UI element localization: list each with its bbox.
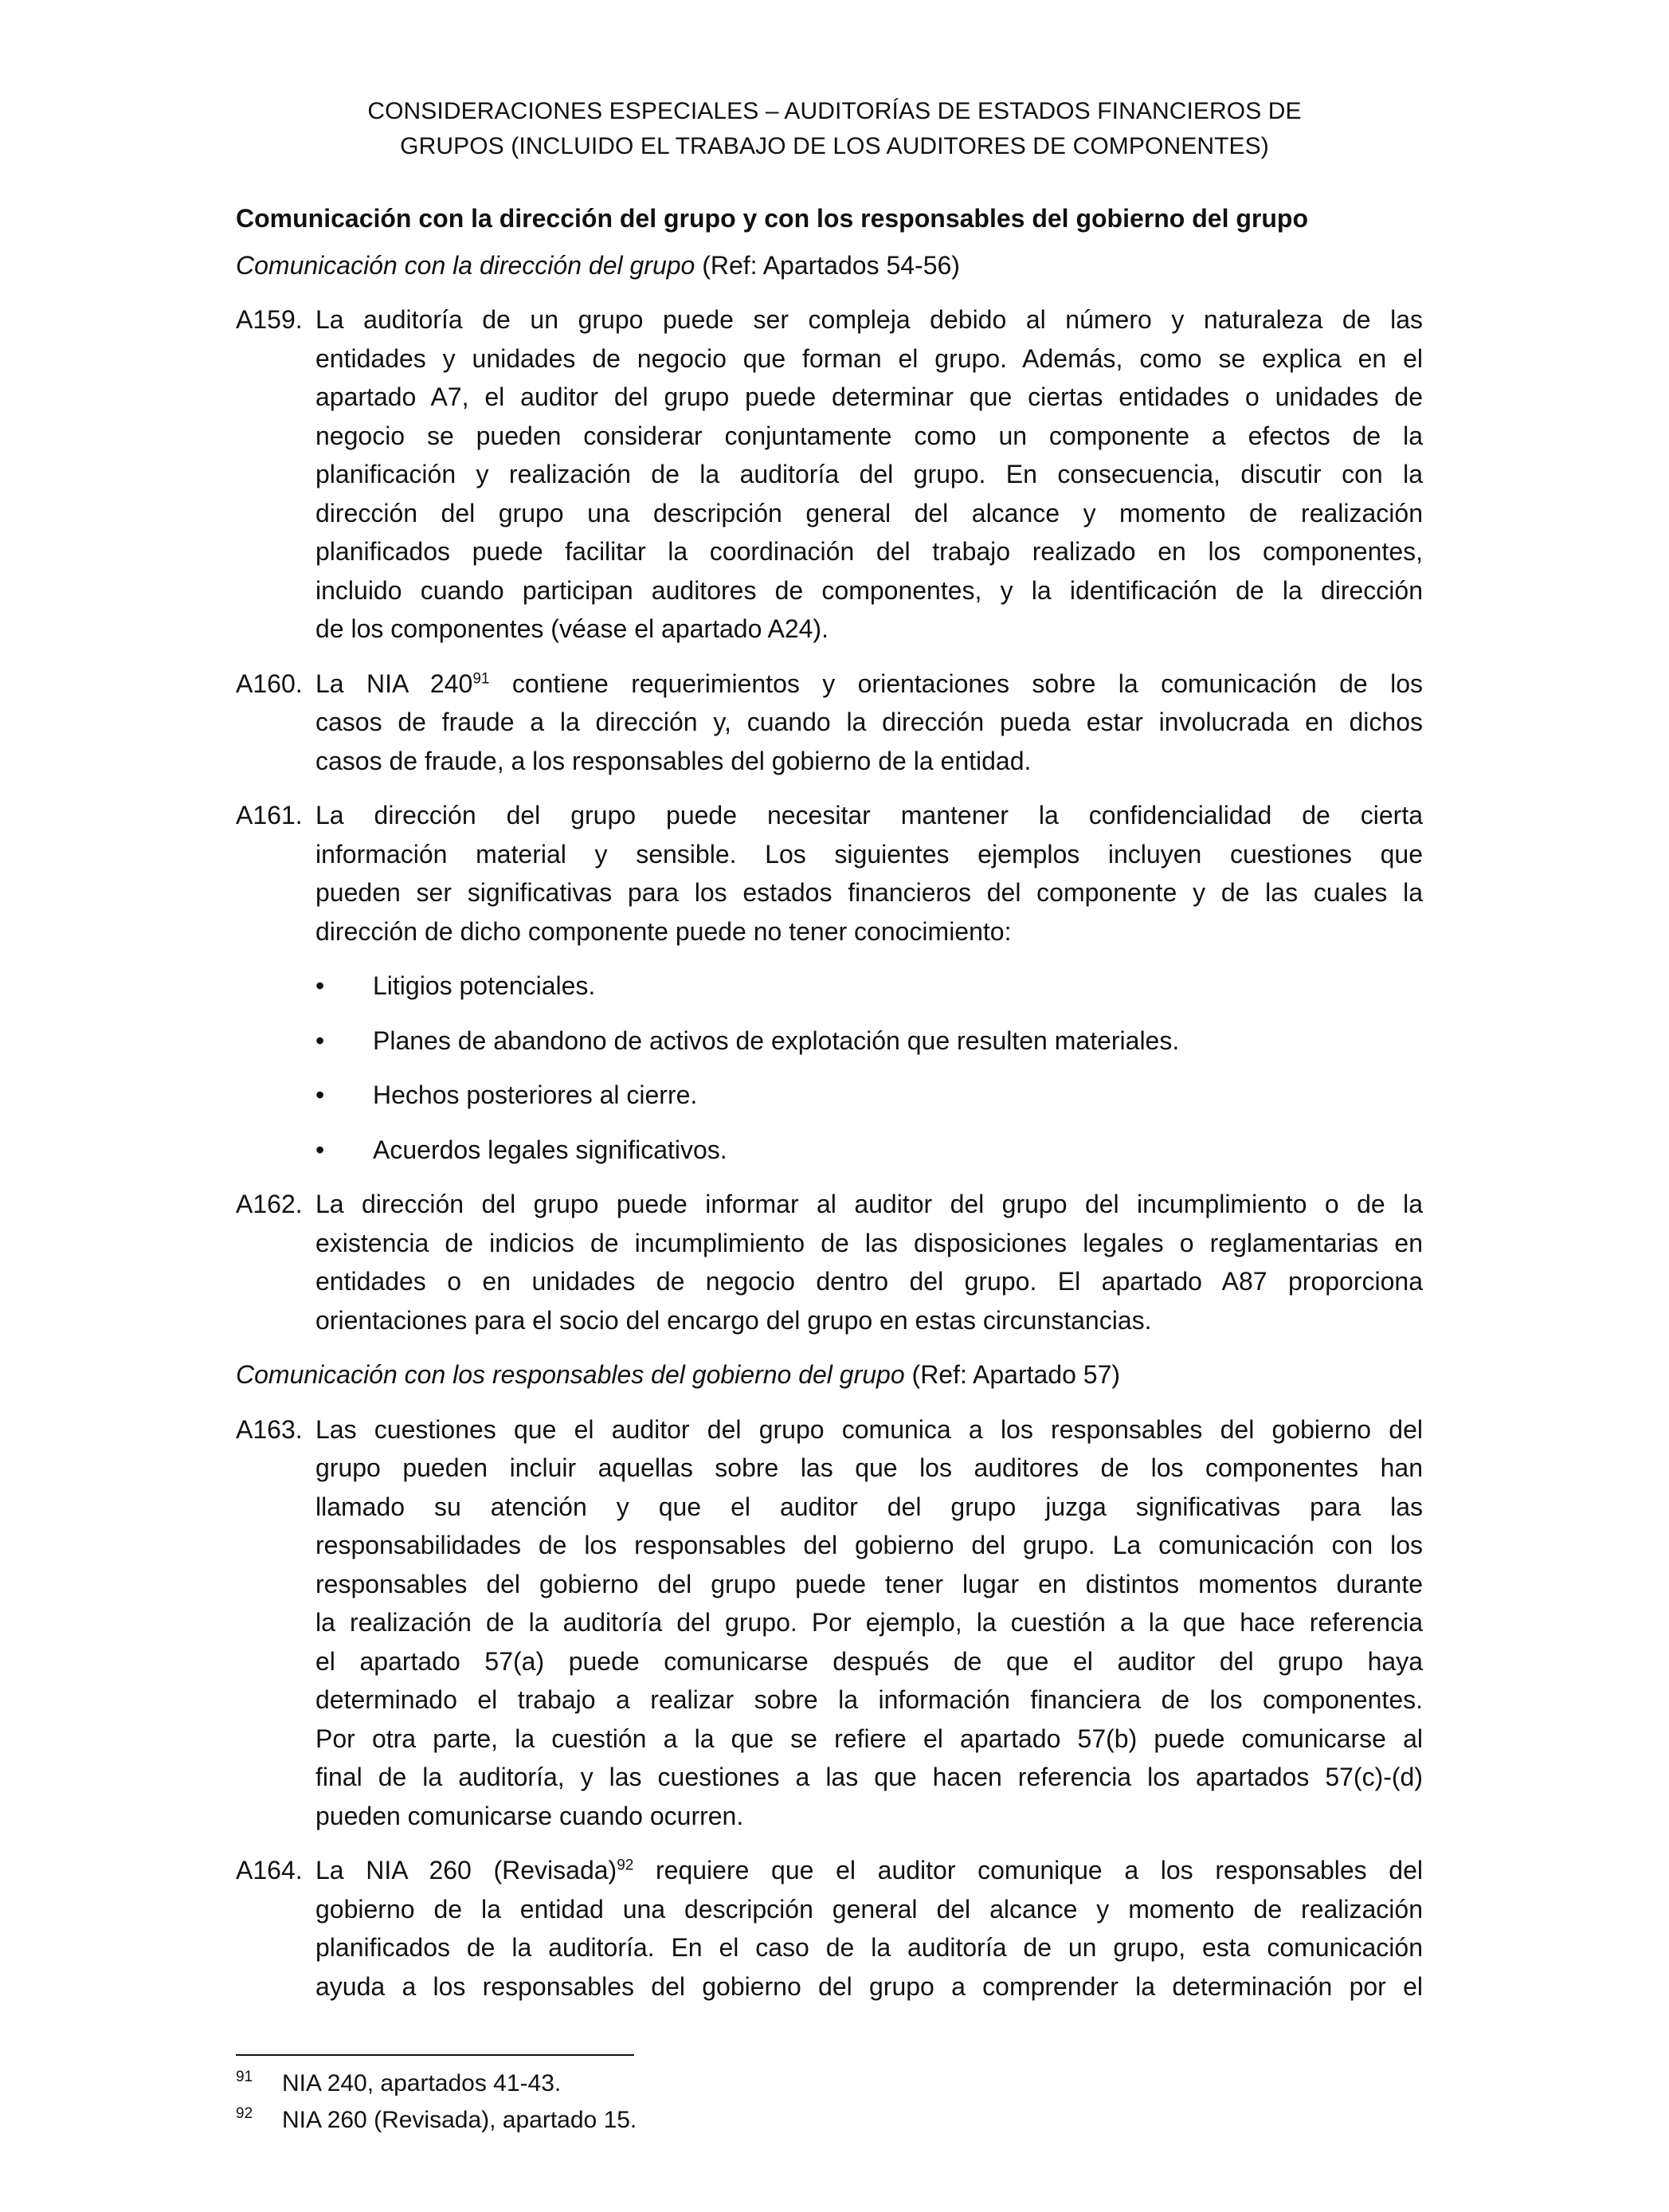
paragraph-text	[315, 1410, 1423, 1836]
subsection-ref-1: (Ref: Apartados 54-56)	[695, 250, 960, 280]
footnote-ref-91[interactable]: 91	[472, 669, 490, 687]
paragraph-a160	[236, 665, 1423, 781]
footnote-text: NIA 240, apartados 41-43.	[282, 2070, 562, 2096]
text-segment: contiene requerimientos y orientaciones sobre la comunicación de los	[489, 669, 1424, 698]
list-item-text: Planes de abandono de activos de explotación que resulten materiales.	[373, 1026, 1180, 1055]
text-line: pueden comunicarse cuando ocurren.	[315, 1801, 744, 1830]
text-line: casos de fraude, a los responsables del gobierno de la entidad.	[315, 746, 1032, 775]
footnotes	[236, 2065, 1423, 2139]
footnote-text: NIA 260 (Revisada), apartado 15.	[282, 2107, 637, 2133]
page-header	[239, 94, 1430, 164]
footnote-number: 92	[236, 2105, 253, 2122]
text-line: responsables del gobierno del grupo puede tener lugar en distintos momentos durante	[315, 1569, 1423, 1598]
page-content	[236, 199, 1423, 2022]
text-segment: La NIA 240	[315, 669, 473, 698]
footnote-number: 91	[236, 2069, 253, 2085]
text-line: La auditoría de un grupo puede ser compleja debido al número y naturaleza de las	[315, 305, 1423, 334]
bullet-icon: •	[315, 971, 325, 1000]
list-item	[315, 1022, 1423, 1061]
bullet-list	[315, 967, 1423, 1169]
subsection-title-2: Comunicación con los responsables del gobierno del grupo	[236, 1360, 905, 1389]
text-line: La dirección del grupo puede necesitar mantener la confidencialidad de cierta	[315, 801, 1423, 830]
text-line: planificados puede facilitar la coordinación del trabajo realizado en los componentes,	[315, 537, 1423, 566]
text-line: planificación y realización de la auditoría del grupo. En consecuencia, discutir con la	[315, 460, 1423, 488]
paragraph-number: A164.	[236, 1856, 303, 1885]
text-line: gobierno de la entidad una descripción general del alcance y momento de realización	[315, 1894, 1423, 1924]
paragraph-number: A160.	[236, 669, 303, 698]
text-line: final de la auditoría, y las cuestiones a las que hacen referencia los apartados 57(c)-(d)	[315, 1763, 1423, 1791]
text-line: responsabilidades de los responsables del gobierno del grupo. La comunicación con los	[315, 1531, 1423, 1559]
text-line: información material y sensible. Los siguientes ejemplos incluyen cuestiones que	[315, 839, 1423, 869]
paragraph-number: A159.	[236, 305, 303, 334]
paragraph-a162	[236, 1185, 1423, 1339]
text-line: orientaciones para el socio del encargo del grupo en estas circunstancias.	[315, 1305, 1152, 1335]
list-item-text: Acuerdos legales significativos.	[373, 1135, 727, 1164]
footnote-separator	[236, 2054, 634, 2056]
paragraph-a164	[236, 1851, 1423, 2006]
paragraph-number: A163.	[236, 1414, 303, 1444]
paragraph-text	[315, 665, 1423, 781]
subsection-heading-1	[236, 246, 1423, 285]
header-line-1: CONSIDERACIONES ESPECIALES – AUDITORÍAS DE ESTADOS FINANCIEROS DE	[367, 98, 1302, 124]
text-line	[315, 1851, 1423, 1890]
text-line: planificados de la auditoría. En el caso de la auditoría de un grupo, esta comunicación	[315, 1933, 1423, 1962]
text-line: casos de fraude a la dirección y, cuando la dirección pueda estar involucrada en dichos	[315, 708, 1423, 736]
bullet-icon: •	[315, 1135, 325, 1164]
header-line-2: GRUPOS (INCLUIDO EL TRABAJO DE LOS AUDITORES DE COMPONENTES)	[400, 133, 1269, 159]
text-line: determinado el trabajo a realizar sobre la información financiera de los componentes.	[315, 1685, 1423, 1714]
text-line: grupo pueden incluir aquellas sobre las que los auditores de los componentes han	[315, 1453, 1423, 1482]
paragraph-a163	[236, 1410, 1423, 1836]
paragraph-text	[315, 300, 1423, 649]
text-line	[315, 665, 1423, 704]
subsection-heading-2	[236, 1355, 1423, 1394]
text-line: pueden ser significativas para los estados financieros del componente y de las cuales la	[315, 878, 1423, 907]
paragraph-text	[315, 1851, 1423, 2006]
paragraph-number: A162.	[236, 1190, 303, 1218]
text-line: La dirección del grupo puede informar al auditor del grupo del incumplimiento o de la	[315, 1190, 1423, 1218]
text-line: la realización de la auditoría del grupo. Por ejemplo, la cuestión a la que hace referencia	[315, 1608, 1423, 1637]
text-line: entidades o en unidades de negocio dentro del grupo. El apartado A87 proporciona	[315, 1267, 1423, 1296]
text-line: llamado su atención y que el auditor del grupo juzga significativas para las	[315, 1492, 1423, 1521]
list-item-text: Litigios potenciales.	[373, 971, 596, 1000]
text-line: dirección de dicho componente puede no tener conocimiento:	[315, 916, 1012, 946]
text-line: Por otra parte, la cuestión a la que se refiere el apartado 57(b) puede comunicarse al	[315, 1724, 1423, 1753]
paragraph-a159	[236, 300, 1423, 649]
text-segment: La NIA 260 (Revisada)	[315, 1856, 617, 1885]
bullet-icon: •	[315, 1081, 325, 1109]
text-line: negocio se pueden considerar conjuntamente como un componente a efectos de la	[315, 421, 1423, 450]
text-line: existencia de indicios de incumplimiento de las disposiciones legales o reglamentarias en	[315, 1228, 1423, 1257]
subsection-title-1: Comunicación con la dirección del grupo	[236, 250, 695, 280]
paragraph-text	[315, 796, 1423, 951]
paragraph-number: A161.	[236, 801, 303, 830]
list-item-text: Hechos posteriores al cierre.	[373, 1081, 698, 1109]
footnote-ref-92[interactable]: 92	[617, 1857, 634, 1874]
list-item	[315, 1076, 1423, 1115]
bullet-icon: •	[315, 1026, 325, 1055]
paragraph-text	[315, 1185, 1423, 1339]
text-line: ayuda a los responsables del gobierno del grupo a comprender la determinación por el	[315, 1971, 1423, 2001]
subsection-ref-2: (Ref: Apartado 57)	[904, 1360, 1121, 1389]
list-item	[315, 1131, 1423, 1170]
text-line: incluido cuando participan auditores de componentes, y la identificación de la dirección	[315, 575, 1423, 605]
footnote-91	[236, 2065, 1423, 2102]
text-line: el apartado 57(a) puede comunicarse después de que el auditor del grupo haya	[315, 1646, 1423, 1676]
text-line: dirección del grupo una descripción general del alcance y momento de realización	[315, 498, 1423, 528]
text-line: entidades y unidades de negocio que forman el grupo. Además, como se explica en el	[315, 343, 1423, 373]
text-line: apartado A7, el auditor del grupo puede determinar que ciertas entidades o unidades de	[315, 382, 1423, 411]
paragraph-a161	[236, 796, 1423, 951]
footnote-92	[236, 2102, 1423, 2139]
list-item	[315, 967, 1423, 1006]
text-segment: requiere que el auditor comunique a los responsables del	[633, 1856, 1424, 1885]
text-line: de los componentes (véase el apartado A24).	[315, 614, 829, 643]
section-title: Comunicación con la dirección del grupo y con los responsables del gobierno del grupo	[236, 204, 1308, 233]
text-line: Las cuestiones que el auditor del grupo comunica a los responsables del gobierno del	[315, 1414, 1423, 1444]
